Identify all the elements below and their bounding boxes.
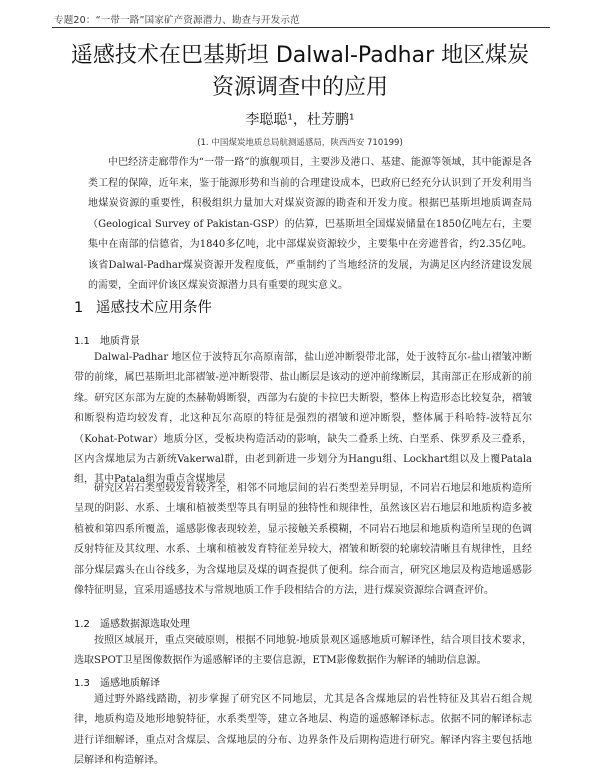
subsection-heading-1-2: [74, 615, 190, 630]
subsection-title: 遥感数据源选取处理: [100, 619, 190, 630]
abstract: 中巴经济走廊带作为“一带一路”的旗舰项目，主要涉及港口、基建、能源等领域，其中能源是各类工程的保障，近年来，鉴于能源形势和当前的合理建设成本，巴政府已经充分认识到了开发利用当地煤炭资源的重要性，积极组织力量加大对煤炭资源的勘查和开发力度。根据巴基斯坦地质调查局（Geological Survey of Pakistan-GSP）的估算，巴基斯坦全国煤炭储量在1850亿吨左右，主要集中在南部的信德省，为1840多亿吨，北中部煤炭资源较少，主要集中在旁遮普省，约2.35亿吨。该省Dalwal-Padhar煤炭资源开发程度低，严重制约了当地经济的发展，为满足区内经济建设发展的需要，全面评价该区煤炭资源潜力具有重要的现实意义。: [88, 157, 532, 291]
subsection-title: 地质背景: [100, 336, 140, 347]
header-rule: [52, 27, 550, 28]
section-heading-1: [74, 296, 212, 317]
paragraph-data-source: 按照区域展开，重点突破原则，根据不同地貌-地质景观区遥感地质可解译性，结合项目技术要求，选取SPOT卫星图像数据作为遥感解译的主要信息源，ETM影像数据作为解译的辅助信息源。: [74, 635, 532, 667]
authors: 李聪聪¹，杜芳鹏¹: [245, 112, 355, 128]
subsection-heading-1-1: [74, 332, 140, 347]
affiliation: (1. 中国煤炭地质总局航测遥感局，陕西西安 710199): [197, 138, 403, 148]
paragraph-rock-types: 研究区岩石类型较发育较齐全，相邻不同地层间的岩石类型差异明显，不同岩石地层和地质构造所呈现的阴影、水系、土壤和植被类型等具有明显的独特性和规律性，虽然该区岩石地层和地质构造多被植被和第四系所覆盖，遥感影像表现较差，显示接触关系模糊，不同岩石地层和地质构造所呈现的色调反射特征及其纹理、水系、土壤和植被发育特征差异较大，褶皱和断裂的轮廓较清晰且有规律性，且经部分煤层露头在山谷线多，为含煤地层及煤的调查提供了便利。综合而言，研究区地层及构造地遥感影像特征明显，宜采用遥感技术与常规地质工作手段相结合的方法，进行煤炭资源综合调查评价。: [74, 483, 532, 597]
title-line-1: 遥感技术在巴基斯坦 Dalwal-Padhar 地区煤炭: [70, 43, 530, 68]
subsection-number: 1.1: [74, 336, 90, 347]
section-number: 1: [74, 300, 84, 316]
subsection-number: 1.2: [74, 619, 90, 630]
subsection-title: 遥感地质解译: [100, 678, 160, 689]
paragraph-geology-background: Dalwal-Padhar 地区位于波特瓦尔高原南部，盐山逆冲断裂带北部，处于波特瓦尔-盐山褶皱冲断带的前缘，属巴基斯坦北部褶皱-逆冲断裂带、盐山断层是该动的逆冲前缘断层，其南部正在形成新的前缘。研究区东部为左旋的杰赫勒姆断裂，西部为右旋的卡拉巴夫断裂，整体上构造形态比较复杂，褶皱和断裂构造均较发育，北这种瓦尔高原的特征是强烈的褶皱和逆冲断裂，整体属于科哈特-波特瓦尔（Kohat-Potwar）地质分区，受板块构造活动的影响，缺失二叠系上统、白垩系、侏罗系及三叠系，区内含煤地层为古新统Vakerwal群，由老到新进一步划分为Hangu组、Lockhart组以及上覆Patala组，其中Patala组为重点含煤地层: [74, 352, 532, 486]
paper-title: [40, 40, 560, 104]
paragraph-interpretation: 通过野外路线踏勘，初步掌握了研究区不同地层，尤其是各含煤地层的岩性特征及其岩石组合规律，地质构造及地形地貌特征，水系类型等，建立各地层、构造的遥感解译标志。依据不同的解译标志进行详细解译，重点对含煤层、含煤地层的分布、边界条件及后期构造进行研究。解译内容主要包括地层解译和构造解译。: [74, 694, 532, 767]
running-header: 专题20：“一带一路”国家矿产资源潜力、勘查与开发示范: [54, 15, 300, 26]
section-title: 遥感技术应用条件: [96, 300, 212, 316]
subsection-heading-1-3: [74, 674, 160, 689]
title-line-2: 资源调查中的应用: [211, 75, 388, 100]
subsection-number: 1.3: [74, 678, 90, 689]
